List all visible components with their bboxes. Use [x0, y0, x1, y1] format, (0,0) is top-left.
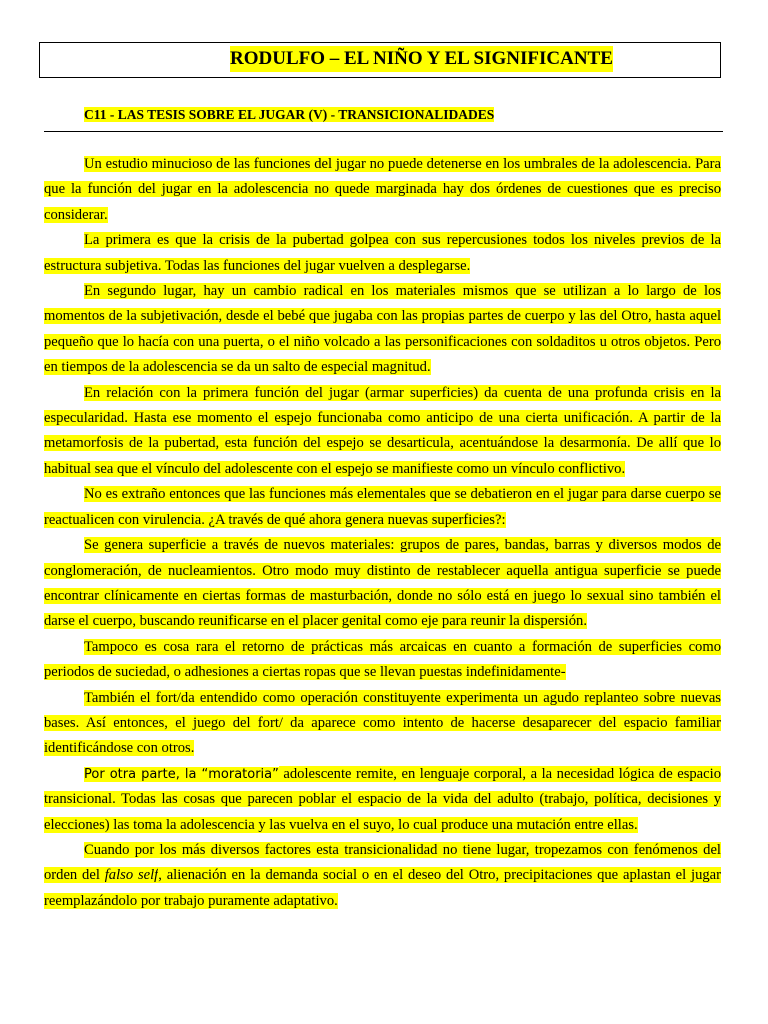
title-box: [39, 42, 721, 78]
paragraph-text: Tampoco es cosa rara el retorno de prácticas más arcaicas en cuanto a formación de superficies como periodos de suciedad, o adhesiones a ciertas ropas que se llevan puestas indefinidamente-: [44, 638, 721, 681]
paragraph-lead-text: Por otra parte, la “moratoria”: [84, 766, 279, 782]
paragraph: [44, 381, 721, 483]
paragraph-text: Un estudio minucioso de las funciones del jugar no puede detenerse en los umbrales de la adolescencia. Para que la función del jugar en la adolescencia no quede marginada hay dos órdenes de cuestiones que es preciso considerar.: [44, 156, 721, 223]
chapter-subtitle: [84, 106, 494, 124]
paragraph-text: Cuando por los más diversos factores esta transicionalidad no tiene lugar, tropezamos con fenómenos del orden del: [44, 841, 721, 884]
document-body: [44, 152, 721, 914]
paragraph-text: adolescente remite, en lenguaje corporal, a la necesidad lógica de espacio transicional. Todas las cosas que parecen poblar el espacio de la vida del adulto (trabajo, política, decisiones y elecciones) las toma la adolescencia y las vuelva en el suyo, lo cual produce una mutación entre ellas.: [44, 765, 721, 833]
paragraph-text: Se genera superficie a través de nuevos materiales: grupos de pares, bandas, barras y diversos modos de conglomeración, de nucleamientos. Otro modo muy distinto de restablecer aquella antigua superficie se puede encontrar clínicamente en ciertas formas de masturbación, donde no sólo está en juego lo sexual sino también el darse el cuerpo, buscando reunificarse en el placer genital como eje para reunir la dispersión.: [44, 537, 721, 630]
chapter-subtitle-text: C11 - LAS TESIS SOBRE EL JUGAR (V) - TRANSICIONALIDADES: [84, 107, 495, 122]
horizontal-rule: [44, 131, 723, 132]
paragraph: [44, 635, 721, 686]
paragraph: [44, 152, 721, 228]
paragraph-text: No es extraño entonces que las funciones más elementales que se debatieron en el jugar para darse cuerpo se reactualicen con virulencia. ¿A través de qué ahora genera nuevas superficies?:: [44, 486, 721, 528]
paragraph: [44, 482, 721, 533]
paragraph: [44, 686, 721, 762]
paragraph: [44, 762, 721, 838]
paragraph: [44, 533, 721, 635]
paragraph: [44, 279, 721, 381]
document-title: RODULFO – EL NIÑO Y EL SIGNIFICANTE: [230, 46, 613, 72]
paragraph-text: La primera es que la crisis de la pubertad golpea con sus repercusiones todos los niveles previos de la estructura subjetiva. Todas las funciones del jugar vuelven a desplegarse.: [44, 232, 721, 274]
paragraph-text: En segundo lugar, hay un cambio radical en los materiales mismos que se utilizan a lo largo de los momentos de la subjetivación, desde el bebé que jugaba con las propias partes de cuerpo y las del Otro, hasta aquel pequeño que lo hacía con una puerta, o el niño volcado a las personificaciones con soldaditos u otros objetos. Pero en tiempos de la adolescencia se da un salto de especial magnitud.: [44, 283, 721, 376]
paragraph-text: También el fort/da entendido como operación constituyente experimenta un agudo replanteo sobre nuevas bases. Así entonces, el juego del fort/ da aparece como intento de hacerse desaparecer del espacio familiar identificándose con otros.: [44, 689, 721, 757]
paragraph-text: En relación con la primera función del jugar (armar superficies) da cuenta de una profunda crisis en la especularidad. Hasta ese momento el espejo funcionaba como anticipo de una cierta unificación. A partir de la metamorfosis de la pubertad, esta función del espejo se desarticula, acentuándose la desarmonía. De allí que lo habitual sea que el vínculo del adolescente con el espejo se manifieste como un vínculo conflictivo.: [44, 384, 721, 477]
paragraph: [44, 838, 721, 914]
paragraph: [44, 228, 721, 279]
italic-term: falso self: [104, 867, 159, 884]
paragraph-text: , alienación en la demanda social o en el deseo del Otro, precipitaciones que aplastan el jugar reemplazándolo por trabajo puramente adaptativo.: [44, 867, 721, 909]
